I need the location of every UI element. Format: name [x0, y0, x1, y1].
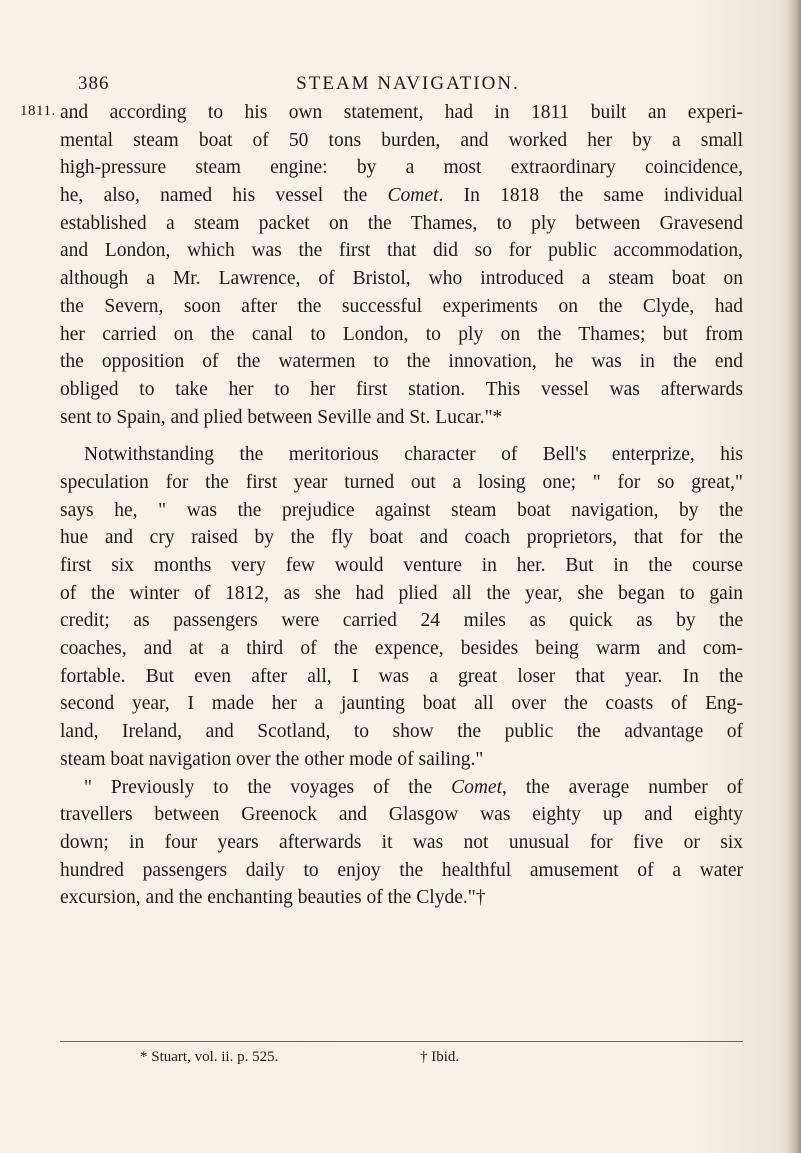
text-line: obliged to take her to her first station. This vessel was afterwards	[60, 378, 743, 400]
running-head	[78, 73, 738, 99]
text-line: her carried on the canal to London, to ply on the Thames; but from	[60, 323, 743, 345]
text-line: coaches, and at a third of the expence, besides being warm and com-	[60, 638, 743, 660]
text-line: travellers between Greenock and Glasgow was eighty up and eighty	[60, 804, 743, 826]
text-line: although a Mr. Lawrence, of Bristol, who introduced a steam boat on	[60, 268, 743, 290]
text-line: steam boat navigation over the other mode of sailing."	[60, 748, 484, 770]
text-line: sent to Spain, and plied between Seville and St. Lucar."*	[60, 406, 503, 428]
text-line: and according to his own statement, had in 1811 built an experi-	[60, 102, 743, 123]
text-line: second year, I made her a jaunting boat all over the coasts of Eng-	[60, 693, 743, 715]
text-line: land, Ireland, and Scotland, to show the public the advantage of	[60, 721, 743, 743]
page-edge-shadow	[787, 0, 801, 1153]
margin-year-note: 1811.	[20, 103, 56, 119]
text-line: hundred passengers daily to enjoy the healthful amusement of a water	[60, 859, 743, 881]
text-line: credit; as passengers were carried 24 miles as quick as by the	[60, 610, 743, 632]
footnote-rule	[60, 1041, 743, 1042]
text-line: down; in four years afterwards it was not unusual for five or six	[60, 831, 743, 853]
text-line: first six months very few would venture in her. But in the course	[60, 555, 743, 576]
text-line: speculation for the first year turned out a losing one; " for so great,"	[60, 471, 743, 493]
text-line: high-pressure steam engine: by a most extraordinary coincidence,	[60, 157, 743, 179]
text-line: and London, which was the first that did so for public accommodation,	[60, 240, 743, 262]
text-line: he, also, named his vessel the Comet. In 1818 the same individual	[60, 185, 743, 207]
text-line: the Severn, soon after the successful experiments on the Clyde, had	[60, 295, 743, 317]
footnote-ibid: † Ibid.	[420, 1049, 460, 1065]
text-line: excursion, and the enchanting beauties of the Clyde."†	[60, 887, 486, 909]
text-line: mental steam boat of 50 tons burden, and worked her by a small	[60, 129, 743, 151]
text-line: hue and cry raised by the fly boat and coach proprietors, that for the	[60, 527, 743, 549]
text-line: Notwithstanding the meritorious character of Bell's enterprize, his	[84, 444, 743, 466]
running-title: STEAM NAVIGATION.	[296, 73, 520, 94]
text-line: says he, " was the prejudice against steam boat navigation, by the	[60, 499, 743, 521]
paragraph-gap	[60, 431, 743, 441]
page-number: 386	[78, 73, 110, 94]
body-text	[60, 99, 743, 912]
text-line: the opposition of the watermen to the innovation, he was in the end	[60, 351, 743, 373]
text-line: fortable. But even after all, I was a great loser that year. In the	[60, 665, 743, 687]
text-line: " Previously to the voyages of the Comet, the average number of	[84, 776, 743, 798]
footnote-stuart: * Stuart, vol. ii. p. 525.	[140, 1049, 279, 1065]
text-line: of the winter of 1812, as she had plied all the year, she began to gain	[60, 582, 743, 604]
text-line: established a steam packet on the Thames, to ply between Gravesend	[60, 212, 743, 234]
